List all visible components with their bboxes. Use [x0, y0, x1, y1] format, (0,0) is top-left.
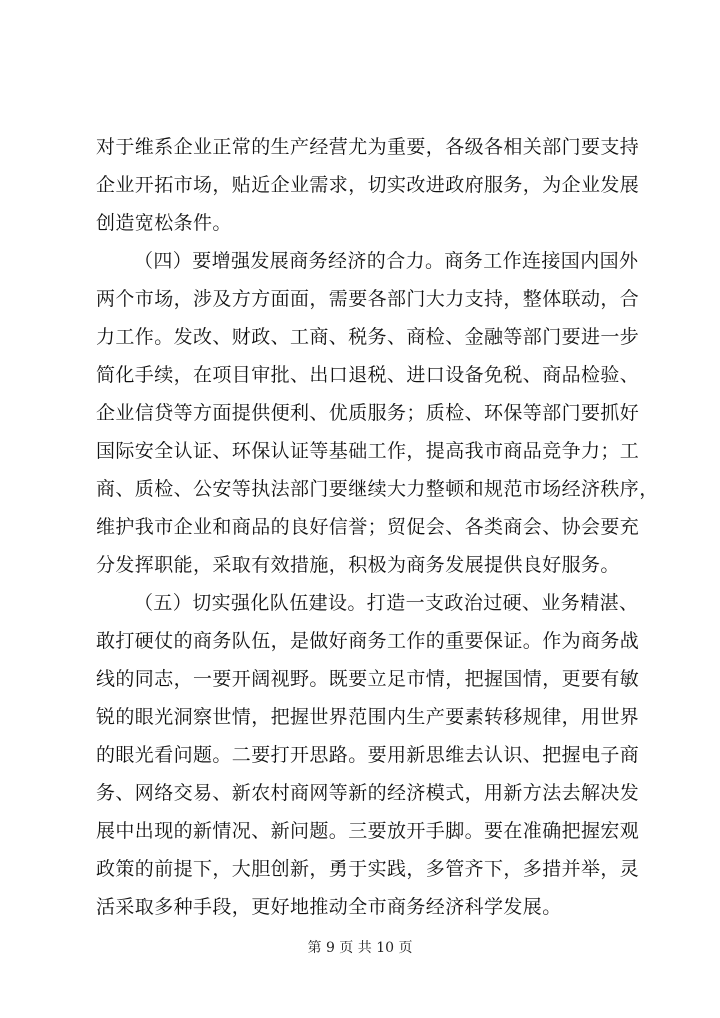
text-line: 企业信贷等方面提供便利、优质服务；质检、环保等部门要抓好 — [96, 402, 640, 424]
section-heading-line: （五）切实强化队伍建设。打造一支政治过硬、业务精湛、 — [134, 592, 639, 614]
text-line: 分发挥职能，采取有效措施，积极为商务发展提供良好服务。 — [96, 554, 620, 576]
text-line: 展中出现的新情况、新问题。三要放开手脚。要在准确把握宏观 — [96, 820, 640, 842]
text-line: 对于维系企业正常的生产经营尤为重要，各级各相关部门要支持 — [96, 136, 640, 158]
text-line: 简化手续，在项目审批、出口退税、进口设备免税、商品检验、 — [96, 364, 640, 386]
text-line: 创造宽松条件。 — [96, 212, 232, 234]
text-line: 活采取多种手段，更好地推动全市商务经济科学发展。 — [96, 896, 562, 918]
text-line: 敢打硬仗的商务队伍，是做好商务工作的重要保证。作为商务战 — [96, 630, 640, 652]
text-line: 政策的前提下，大胆创新，勇于实践，多管齐下，多措并举，灵 — [96, 858, 640, 880]
text-line: 的眼光看问题。二要打开思路。要用新思维去认识、把握电子商 — [96, 744, 640, 766]
text-line: 锐的眼光洞察世情，把握世界范围内生产要素转移规律，用世界 — [96, 706, 640, 728]
page-number-footer: 第 9 页 共 10 页 — [307, 940, 413, 956]
text-line: 国际安全认证、环保认证等基础工作，提高我市商品竞争力；工 — [96, 440, 640, 462]
text-line: 商、质检、公安等执法部门要继续大力整顿和规范市场经济秩序， — [96, 478, 659, 500]
text-line: 维护我市企业和商品的良好信誉；贸促会、各类商会、协会要充 — [96, 516, 640, 538]
text-line: 企业开拓市场，贴近企业需求，切实改进政府服务，为企业发展 — [96, 174, 640, 196]
text-line: 线的同志，一要开阔视野。既要立足市情，把握国情，更要有敏 — [96, 668, 640, 690]
section-heading-line: （四）要增强发展商务经济的合力。商务工作连接国内国外 — [134, 250, 639, 272]
text-line: 务、网络交易、新农村商网等新的经济模式，用新方法去解决发 — [96, 782, 640, 804]
text-line: 两个市场，涉及方方面面，需要各部门大力支持，整体联动，合 — [96, 288, 640, 310]
text-line: 力工作。发改、财政、工商、税务、商检、金融等部门要进一步 — [96, 326, 640, 348]
